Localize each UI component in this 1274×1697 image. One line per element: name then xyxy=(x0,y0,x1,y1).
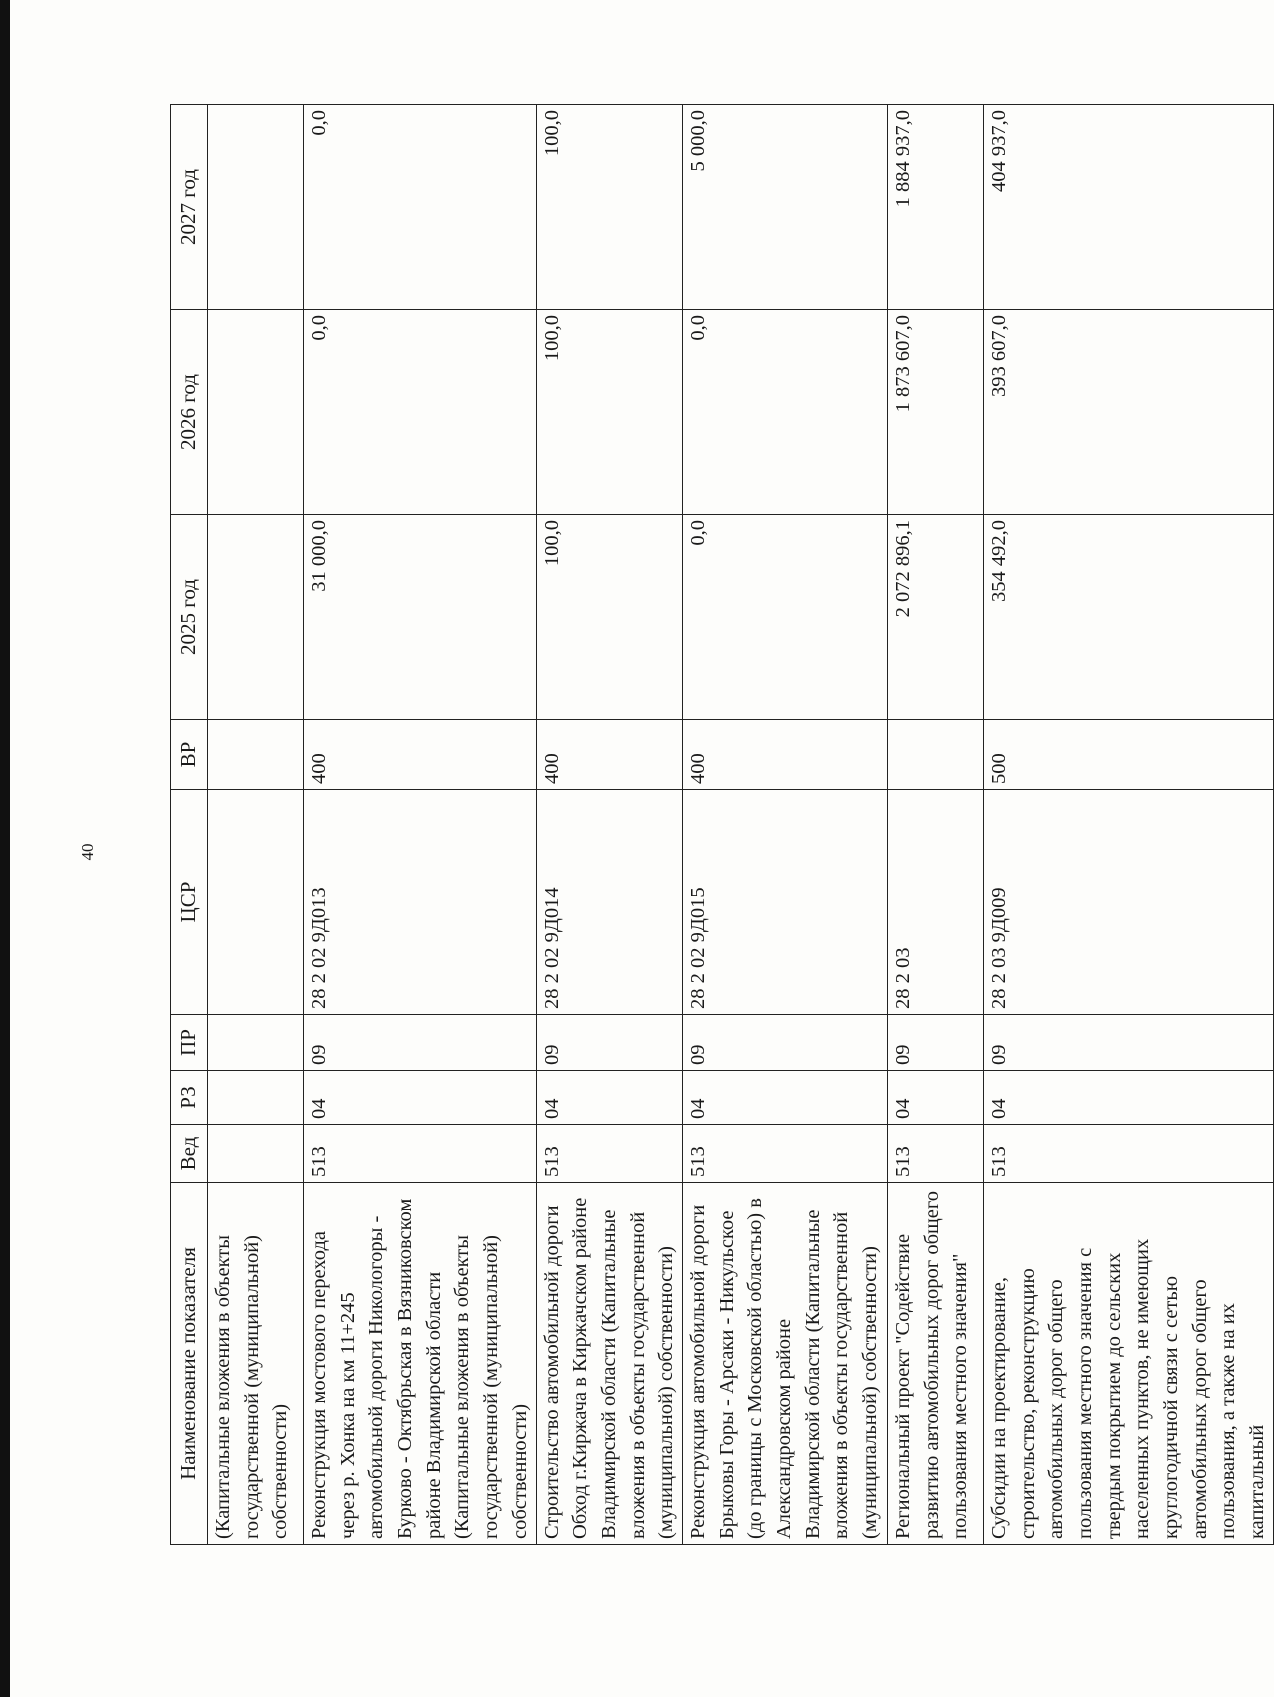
row-pr: 09 xyxy=(682,1015,887,1071)
row-ved: 513 xyxy=(983,1125,1273,1183)
table-row xyxy=(536,105,682,1545)
row-pr: 09 xyxy=(887,1015,983,1071)
row-pr: 09 xyxy=(304,1015,537,1071)
table-row xyxy=(682,105,887,1545)
header-row xyxy=(171,105,208,1545)
row-ved: 513 xyxy=(887,1125,983,1183)
page-number: 40 xyxy=(78,843,97,861)
row-2025: 354 492,0 xyxy=(983,515,1273,720)
row-2027: 1 884 937,0 xyxy=(887,105,983,310)
row-rz: 04 xyxy=(887,1071,983,1125)
row-2027: 5 000,0 xyxy=(682,105,887,310)
budget-table xyxy=(170,104,1274,1545)
table-row xyxy=(887,105,983,1545)
row-2026: 100,0 xyxy=(536,310,682,515)
row-vr: 400 xyxy=(682,720,887,790)
table-row xyxy=(208,105,304,1545)
row-csr: 28 2 03 xyxy=(887,790,983,1015)
row-2026 xyxy=(208,310,304,515)
row-rz xyxy=(208,1071,304,1125)
row-pr: 09 xyxy=(983,1015,1273,1071)
row-2027 xyxy=(208,105,304,310)
row-2026: 0,0 xyxy=(682,310,887,515)
row-ved: 513 xyxy=(536,1125,682,1183)
row-csr: 28 2 02 9Д013 xyxy=(304,790,537,1015)
row-csr: 28 2 03 9Д009 xyxy=(983,790,1273,1015)
row-name: Субсидии на проектирование, строительство, реконструкцию автомобильных дорог общего пользования местного значения с твердым покрытием до сельских населенных пунктов, не имеющих круглогодичной связи с сетью автомобильных дорог общего пользования, а также на их капитальный xyxy=(983,1183,1273,1545)
row-2027: 100,0 xyxy=(536,105,682,310)
row-2026: 1 873 607,0 xyxy=(887,310,983,515)
row-csr: 28 2 02 9Д014 xyxy=(536,790,682,1015)
row-2026: 393 607,0 xyxy=(983,310,1273,515)
row-2025 xyxy=(208,515,304,720)
header-ved: Вед xyxy=(171,1125,208,1183)
row-ved xyxy=(208,1125,304,1183)
row-name: Строительство автомобильной дороги Обход г.Киржача в Киржачском районе Владимирской области (Капитальные вложения в объекты государственной (муниципальной) собственности) xyxy=(536,1183,682,1545)
row-name: Реконструкция мостового перехода через р. Хонка на км 11+245 автомобильной дороги Никологоры - Бурково - Октябрьская в Вязниковском районе Владимирской области (Капитальные вложения в объекты государственной (муниципальной) собственности) xyxy=(304,1183,537,1545)
header-2026: 2026 год xyxy=(171,310,208,515)
header-2027: 2027 год xyxy=(171,105,208,310)
row-rz: 04 xyxy=(983,1071,1273,1125)
row-vr: 500 xyxy=(983,720,1273,790)
row-pr xyxy=(208,1015,304,1071)
row-vr xyxy=(208,720,304,790)
row-vr: 400 xyxy=(304,720,537,790)
header-rz: РЗ xyxy=(171,1071,208,1125)
table-row xyxy=(304,105,537,1545)
row-ved: 513 xyxy=(682,1125,887,1183)
row-2027: 0,0 xyxy=(304,105,537,310)
header-csr: ЦСР xyxy=(171,790,208,1015)
row-2026: 0,0 xyxy=(304,310,537,515)
header-2025: 2025 год xyxy=(171,515,208,720)
row-csr: 28 2 02 9Д015 xyxy=(682,790,887,1015)
scan-edge xyxy=(0,0,10,1697)
row-vr: 400 xyxy=(536,720,682,790)
row-csr xyxy=(208,790,304,1015)
row-rz: 04 xyxy=(536,1071,682,1125)
row-pr: 09 xyxy=(536,1015,682,1071)
row-name: Реконструкция автомобильной дороги Брыковы Горы - Арсаки - Никульское (до границы с Московской областью) в Александровском районе Владимирской области (Капитальные вложения в объекты государственной (муниципальной) собственности) xyxy=(682,1183,887,1545)
row-2025: 31 000,0 xyxy=(304,515,537,720)
row-2027: 404 937,0 xyxy=(983,105,1273,310)
row-vr xyxy=(887,720,983,790)
rotated-table-wrapper xyxy=(170,105,1269,1545)
row-rz: 04 xyxy=(304,1071,537,1125)
header-vr: ВР xyxy=(171,720,208,790)
row-name: (Капитальные вложения в объекты государственной (муниципальной) собственности) xyxy=(208,1183,304,1545)
header-pr: ПР xyxy=(171,1015,208,1071)
row-name: Региональный проект "Содействие развитию автомобильных дорог общего пользования местного значения" xyxy=(887,1183,983,1545)
header-name: Наименование показателя xyxy=(171,1183,208,1545)
row-2025: 100,0 xyxy=(536,515,682,720)
row-2025: 2 072 896,1 xyxy=(887,515,983,720)
row-ved: 513 xyxy=(304,1125,537,1183)
row-2025: 0,0 xyxy=(682,515,887,720)
row-rz: 04 xyxy=(682,1071,887,1125)
table-row xyxy=(983,105,1273,1545)
